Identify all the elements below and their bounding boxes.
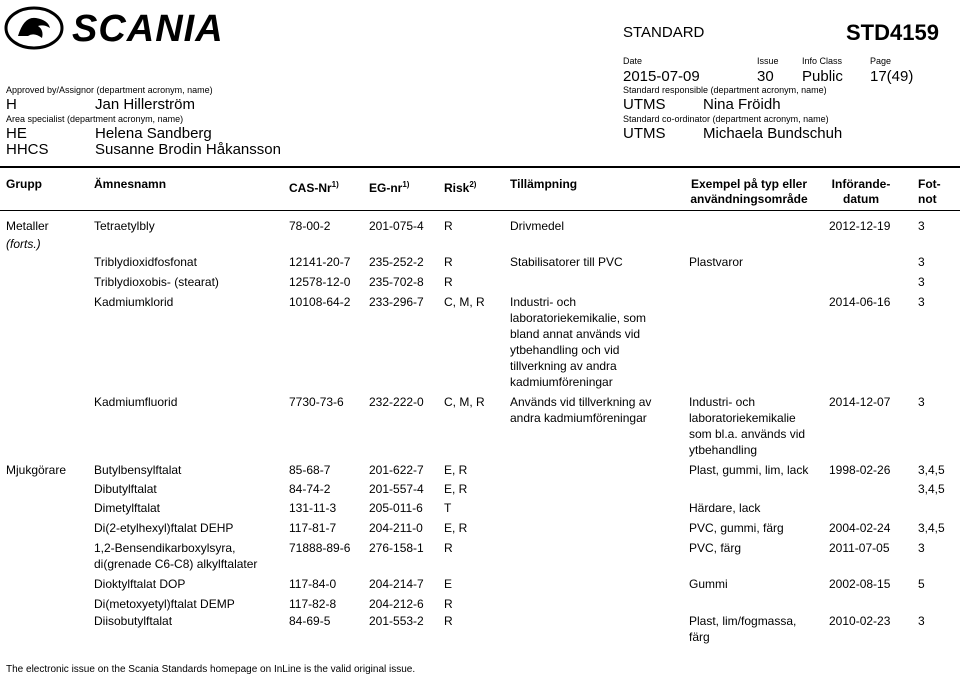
cell-footnote: 3 bbox=[918, 255, 925, 269]
cell-eg: 232-222-0 bbox=[369, 395, 424, 409]
th-risk bbox=[444, 177, 476, 196]
cell-substance-line: Diisobutylftalat bbox=[94, 614, 173, 628]
cell-date: 2004-02-24 bbox=[829, 521, 891, 535]
cell-eg: 233-296-7 bbox=[369, 295, 424, 309]
cell-substance bbox=[94, 520, 233, 536]
cell-example bbox=[689, 613, 796, 645]
cell-eg: 276-158-1 bbox=[369, 541, 424, 555]
th-eg-sup: 1) bbox=[402, 180, 410, 189]
cell-footnote: 3 bbox=[918, 275, 925, 289]
cell-substance-line: Dimetylftalat bbox=[94, 501, 161, 515]
cell-cas: 78-00-2 bbox=[289, 219, 331, 233]
page-label: Page bbox=[870, 56, 892, 66]
cell-footnote: 3 bbox=[918, 219, 925, 233]
cell-substance-line: Tetraetylbly bbox=[94, 219, 155, 233]
header-divider bbox=[0, 166, 960, 168]
th-exempel-line2: användningsområde bbox=[690, 192, 808, 206]
cell-application bbox=[510, 294, 646, 390]
cell-substance-line: Dioktylftalat DOP bbox=[94, 577, 186, 591]
cell-footnote: 3 bbox=[918, 614, 925, 628]
cell-risk: T bbox=[444, 501, 452, 515]
th-inforande-line2: datum bbox=[843, 192, 879, 206]
cell-substance-line: Kadmiumfluorid bbox=[94, 395, 178, 409]
cell-application-line: Används vid tillverkning av bbox=[510, 395, 652, 409]
cell-substance bbox=[94, 254, 197, 270]
cell-cas: 131-11-3 bbox=[289, 501, 337, 515]
cell-risk: E, R bbox=[444, 482, 468, 496]
cell-risk: R bbox=[444, 614, 453, 628]
area-specialist-label: Area specialist (department acronym, name) bbox=[6, 114, 184, 124]
cell-eg: 235-252-2 bbox=[369, 255, 424, 269]
cell-example bbox=[689, 520, 784, 536]
group-mjukgorare: Mjukgörare bbox=[6, 463, 67, 477]
cell-example bbox=[689, 500, 760, 516]
info-class-label: Info Class bbox=[802, 56, 843, 66]
cell-cas: 12141-20-7 bbox=[289, 255, 351, 269]
cell-cas: 84-69-5 bbox=[289, 614, 331, 628]
cell-example-line: som bl.a. används vid bbox=[689, 427, 806, 441]
cell-application-line: Drivmedel bbox=[510, 219, 565, 233]
coordinator-label: Standard co-ordinator (department acronym, name) bbox=[623, 114, 829, 124]
logo-wordmark: SCANIA bbox=[72, 8, 224, 50]
cell-footnote: 5 bbox=[918, 577, 925, 591]
cell-cas: 117-84-0 bbox=[289, 577, 337, 591]
cell-date: 2010-02-23 bbox=[829, 614, 891, 628]
responsible-dept: UTMS bbox=[623, 96, 666, 113]
th-tillampning: Tillämpning bbox=[510, 177, 578, 191]
cell-eg: 235-702-8 bbox=[369, 275, 424, 289]
area-dept-1: HE bbox=[6, 125, 27, 142]
cell-substance-line: Di(metoxyetyl)ftalat DEMP bbox=[94, 597, 235, 611]
cell-substance-line: Kadmiumklorid bbox=[94, 295, 174, 309]
cell-eg: 201-622-7 bbox=[369, 463, 424, 477]
issue-value: 30 bbox=[757, 68, 774, 85]
area-name-2: Susanne Brodin Håkansson bbox=[95, 141, 281, 158]
cell-application-line: laboratoriekemikalie, som bbox=[510, 311, 647, 325]
cell-example-line: Gummi bbox=[689, 577, 728, 591]
cell-substance bbox=[94, 613, 172, 629]
scania-logo bbox=[4, 6, 224, 52]
cell-example bbox=[689, 254, 743, 270]
cell-application-line: ytbehandling och vid bbox=[510, 343, 620, 357]
cell-date: 2011-07-05 bbox=[829, 541, 890, 555]
responsible-name: Nina Fröidh bbox=[703, 96, 781, 113]
approved-dept: H bbox=[6, 96, 17, 113]
cell-eg: 204-214-7 bbox=[369, 577, 424, 591]
date-value: 2015-07-09 bbox=[623, 68, 700, 85]
footer-note: The electronic issue on the Scania Standards homepage on InLine is the valid original issue. bbox=[6, 664, 416, 675]
cell-risk: R bbox=[444, 255, 453, 269]
cell-substance bbox=[94, 394, 177, 410]
approved-name: Jan Hillerström bbox=[95, 96, 196, 113]
cell-substance bbox=[94, 462, 181, 478]
cell-substance-line: Di(2-etylhexyl)ftalat DEHP bbox=[94, 521, 234, 535]
cell-cas: 85-68-7 bbox=[289, 463, 331, 477]
cell-cas: 71888-89-6 bbox=[289, 541, 351, 555]
coordinator-dept: UTMS bbox=[623, 125, 666, 142]
cell-eg: 204-211-0 bbox=[369, 521, 423, 535]
cell-cas: 10108-64-2 bbox=[289, 295, 351, 309]
cell-cas: 12578-12-0 bbox=[289, 275, 351, 289]
cell-example-line: Plastvaror bbox=[689, 255, 744, 269]
cell-example-line: PVC, färg bbox=[689, 541, 742, 555]
th-risk-label: Risk bbox=[444, 181, 470, 195]
th-amnesnamn: Ämnesnamn bbox=[94, 177, 167, 191]
cell-risk: C, M, R bbox=[444, 295, 485, 309]
cell-risk: R bbox=[444, 275, 453, 289]
th-inforande-line1: Införande- bbox=[831, 177, 891, 191]
group-metaller: Metaller bbox=[6, 219, 49, 233]
cell-application-line: bland annat används vid bbox=[510, 327, 641, 341]
cell-risk: R bbox=[444, 219, 453, 233]
th-fotnot-line1: Fot- bbox=[918, 177, 941, 191]
approved-label: Approved by/Assignor (department acronym, name) bbox=[6, 85, 213, 95]
th-risk-sup: 2) bbox=[469, 180, 477, 189]
standard-number: STD4159 bbox=[846, 20, 939, 45]
cell-substance bbox=[94, 274, 219, 290]
cell-substance bbox=[94, 540, 257, 572]
cell-footnote: 3,4,5 bbox=[918, 521, 945, 535]
th-exempel-line1: Exempel på typ eller bbox=[690, 177, 808, 191]
cell-cas: 117-81-7 bbox=[289, 521, 337, 535]
responsible-label: Standard responsible (department acronym, name) bbox=[623, 85, 827, 95]
date-label: Date bbox=[623, 56, 643, 66]
cell-eg: 201-075-4 bbox=[369, 219, 424, 233]
cell-substance-line: Triblydioxidfosfonat bbox=[94, 255, 197, 269]
cell-risk: R bbox=[444, 541, 453, 555]
page-value: 17(49) bbox=[870, 68, 914, 85]
cell-substance bbox=[94, 294, 173, 310]
cell-risk: C, M, R bbox=[444, 395, 485, 409]
cell-eg: 201-553-2 bbox=[369, 614, 424, 628]
cell-example-line: Plast, lim/fogmassa, bbox=[689, 614, 797, 628]
cell-substance bbox=[94, 596, 235, 612]
cell-cas: 117-82-8 bbox=[289, 597, 337, 611]
cell-example bbox=[689, 576, 728, 592]
cell-substance-line: Butylbensylftalat bbox=[94, 463, 182, 477]
area-dept-2: HHCS bbox=[6, 141, 49, 158]
cell-application bbox=[510, 394, 651, 426]
cell-substance bbox=[94, 576, 185, 592]
cell-application bbox=[510, 254, 623, 270]
cell-date: 2014-06-16 bbox=[829, 295, 891, 309]
cell-footnote: 3 bbox=[918, 395, 925, 409]
cell-cas: 84-74-2 bbox=[289, 482, 331, 496]
cell-application-line: kadmiumföreningar bbox=[510, 375, 613, 389]
cell-date: 2012-12-19 bbox=[829, 219, 891, 233]
cell-example-line: färg bbox=[689, 630, 710, 644]
cell-example-line: laboratoriekemikalie bbox=[689, 411, 796, 425]
cell-risk: R bbox=[444, 597, 453, 611]
th-grupp: Grupp bbox=[6, 177, 42, 191]
cell-substance-line: Dibutylftalat bbox=[94, 482, 157, 496]
th-cas-label: CAS-Nr bbox=[289, 181, 332, 195]
cell-cas: 7730-73-6 bbox=[289, 395, 344, 409]
area-name-1: Helena Sandberg bbox=[95, 125, 212, 142]
griffin-emblem-icon bbox=[4, 6, 64, 50]
cell-footnote: 3 bbox=[918, 541, 925, 555]
cell-application-line: tillverkning av andra bbox=[510, 359, 617, 373]
th-cas bbox=[289, 177, 339, 196]
th-exempel bbox=[689, 177, 809, 207]
cell-footnote: 3,4,5 bbox=[918, 482, 945, 496]
issue-label: Issue bbox=[757, 56, 779, 66]
cell-application-line: Stabilisatorer till PVC bbox=[510, 255, 623, 269]
table-header-divider bbox=[0, 210, 960, 211]
th-inforande bbox=[830, 177, 892, 207]
cell-substance-line: Triblydioxobis- (stearat) bbox=[94, 275, 219, 289]
info-class-value: Public bbox=[802, 68, 843, 85]
coordinator-name: Michaela Bundschuh bbox=[703, 125, 843, 142]
cell-substance bbox=[94, 218, 155, 234]
cell-date: 1998-02-26 bbox=[829, 463, 891, 477]
cell-risk: E, R bbox=[444, 463, 468, 477]
cell-date: 2002-08-15 bbox=[829, 577, 891, 591]
cell-eg: 201-557-4 bbox=[369, 482, 424, 496]
cell-example-line: PVC, gummi, färg bbox=[689, 521, 784, 535]
cell-footnote: 3 bbox=[918, 295, 925, 309]
cell-example-line: Industri- och bbox=[689, 395, 756, 409]
cell-example bbox=[689, 540, 741, 556]
group-forts: (forts.) bbox=[6, 237, 41, 251]
th-eg bbox=[369, 177, 409, 196]
cell-example-line: Härdare, lack bbox=[689, 501, 761, 515]
cell-substance bbox=[94, 500, 160, 516]
cell-application-line: Industri- och bbox=[510, 295, 577, 309]
cell-example bbox=[689, 394, 805, 458]
th-fotnot bbox=[918, 177, 941, 207]
cell-substance-line: di(grenade C6-C8) alkylftalater bbox=[94, 557, 258, 571]
cell-eg: 205-011-6 bbox=[369, 501, 423, 515]
cell-eg: 204-212-6 bbox=[369, 597, 424, 611]
th-eg-label: EG-nr bbox=[369, 181, 403, 195]
cell-risk: E bbox=[444, 577, 453, 591]
cell-substance bbox=[94, 481, 157, 497]
cell-application-line: andra kadmiumföreningar bbox=[510, 411, 647, 425]
cell-risk: E, R bbox=[444, 521, 468, 535]
cell-example-line: Plast, gummi, lim, lack bbox=[689, 463, 809, 477]
cell-substance-line: 1,2-Bensendikarboxylsyra, bbox=[94, 541, 236, 555]
cell-example bbox=[689, 462, 808, 478]
cell-date: 2014-12-07 bbox=[829, 395, 891, 409]
th-cas-sup: 1) bbox=[331, 180, 339, 189]
cell-footnote: 3,4,5 bbox=[918, 463, 945, 477]
cell-example-line: ytbehandling bbox=[689, 443, 758, 457]
cell-application bbox=[510, 218, 564, 234]
standard-label: STANDARD bbox=[623, 24, 705, 41]
th-fotnot-line2: not bbox=[918, 192, 937, 206]
